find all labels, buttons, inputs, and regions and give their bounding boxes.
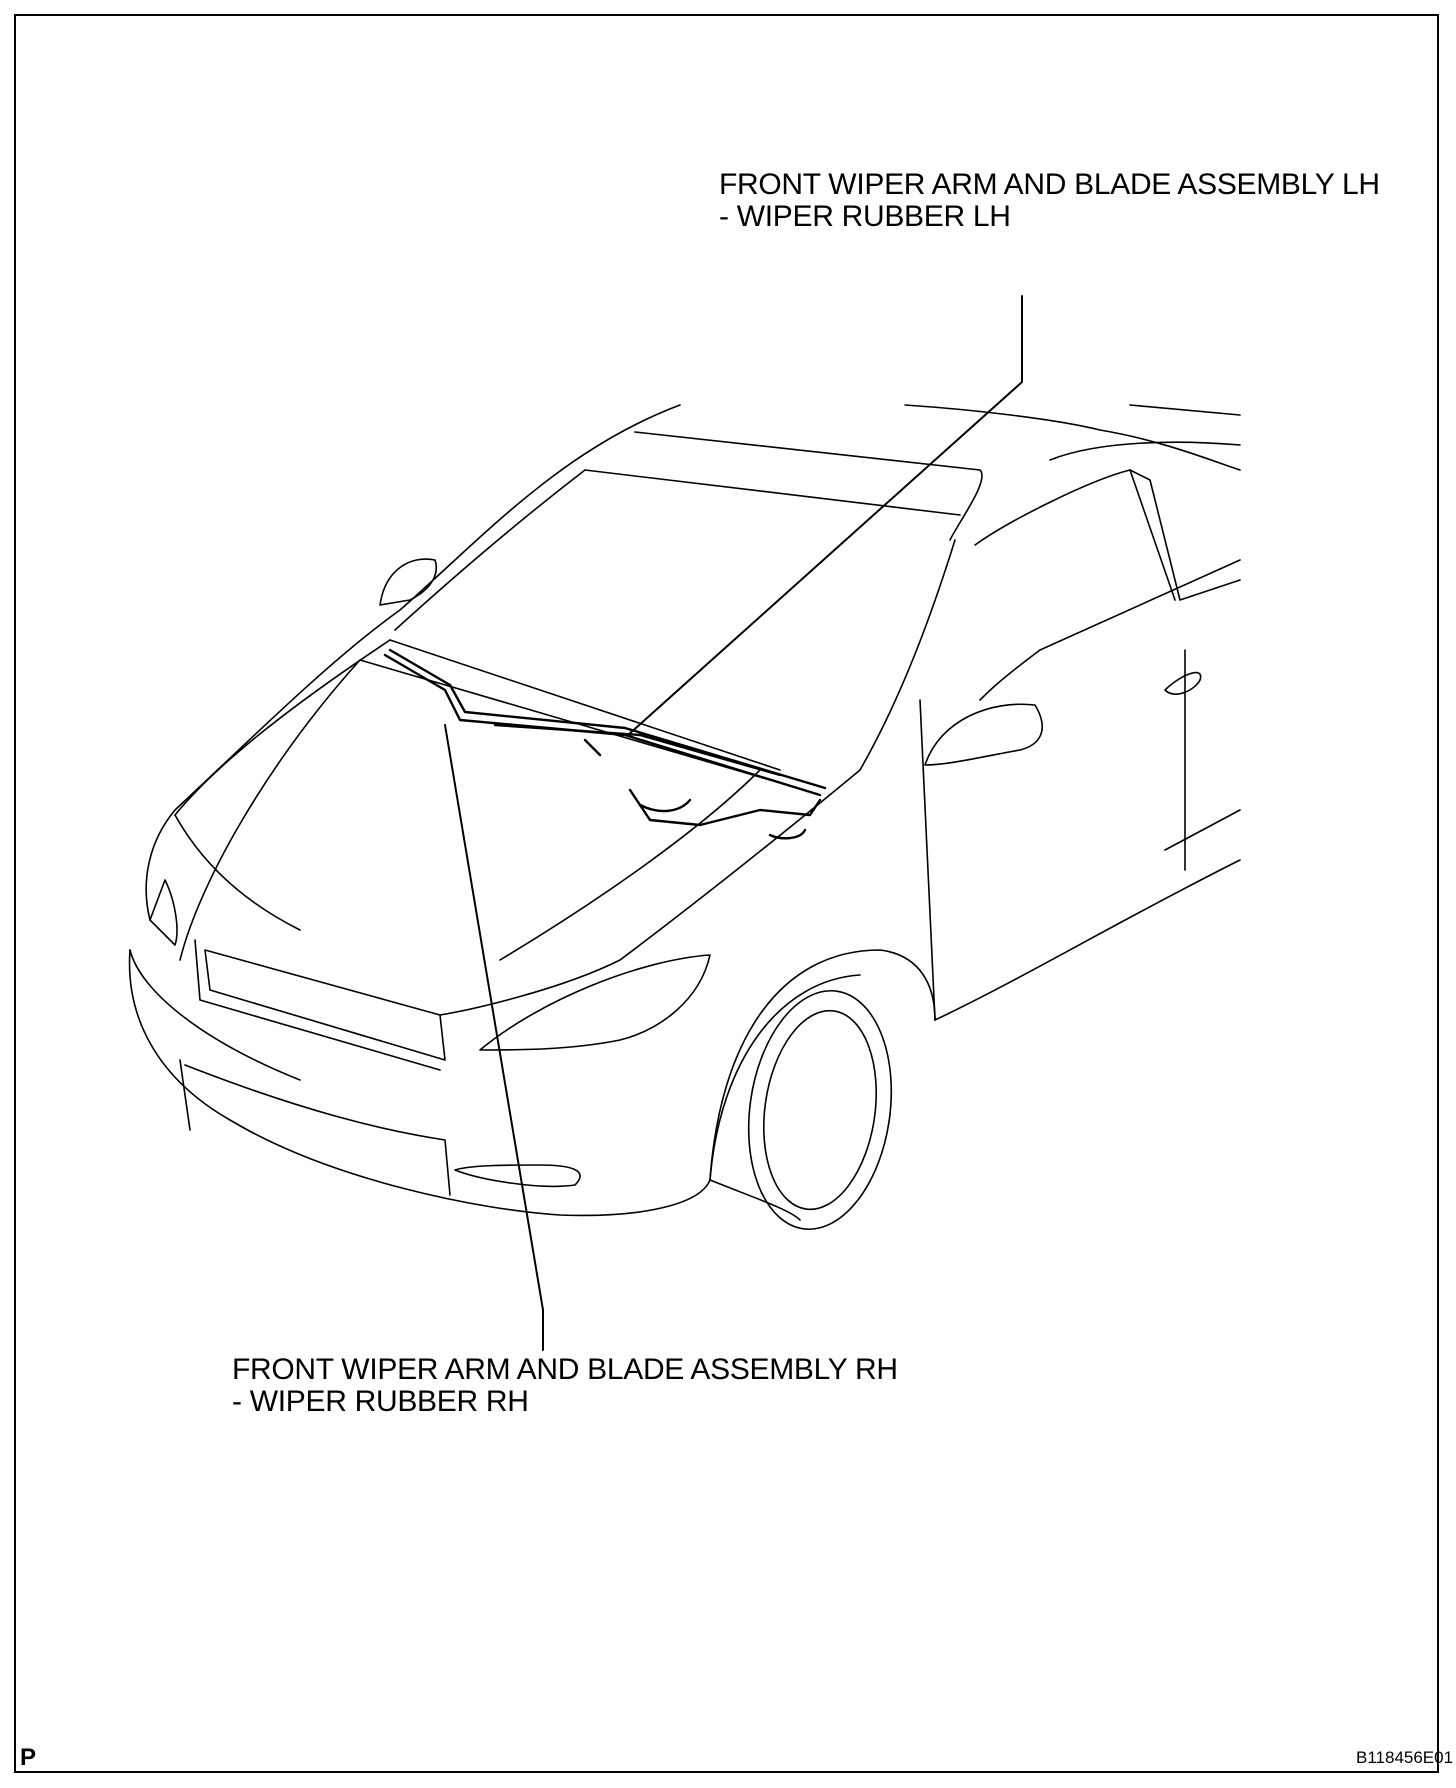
figure-id: B118456E01 bbox=[1356, 1748, 1454, 1767]
car-body-outline bbox=[130, 405, 1240, 1239]
corner-mark: P bbox=[20, 1744, 37, 1771]
wiper-assembly bbox=[385, 650, 825, 838]
leader-lines bbox=[445, 296, 1022, 1350]
label-wiper-rh-title: FRONT WIPER ARM AND BLADE ASSEMBLY RH bbox=[232, 1353, 898, 1386]
label-wiper-lh-subtitle: - WIPER RUBBER LH bbox=[719, 200, 1011, 233]
label-wiper-lh-title: FRONT WIPER ARM AND BLADE ASSEMBLY LH bbox=[719, 168, 1380, 201]
label-wiper-rh-subtitle: - WIPER RUBBER RH bbox=[232, 1385, 529, 1418]
